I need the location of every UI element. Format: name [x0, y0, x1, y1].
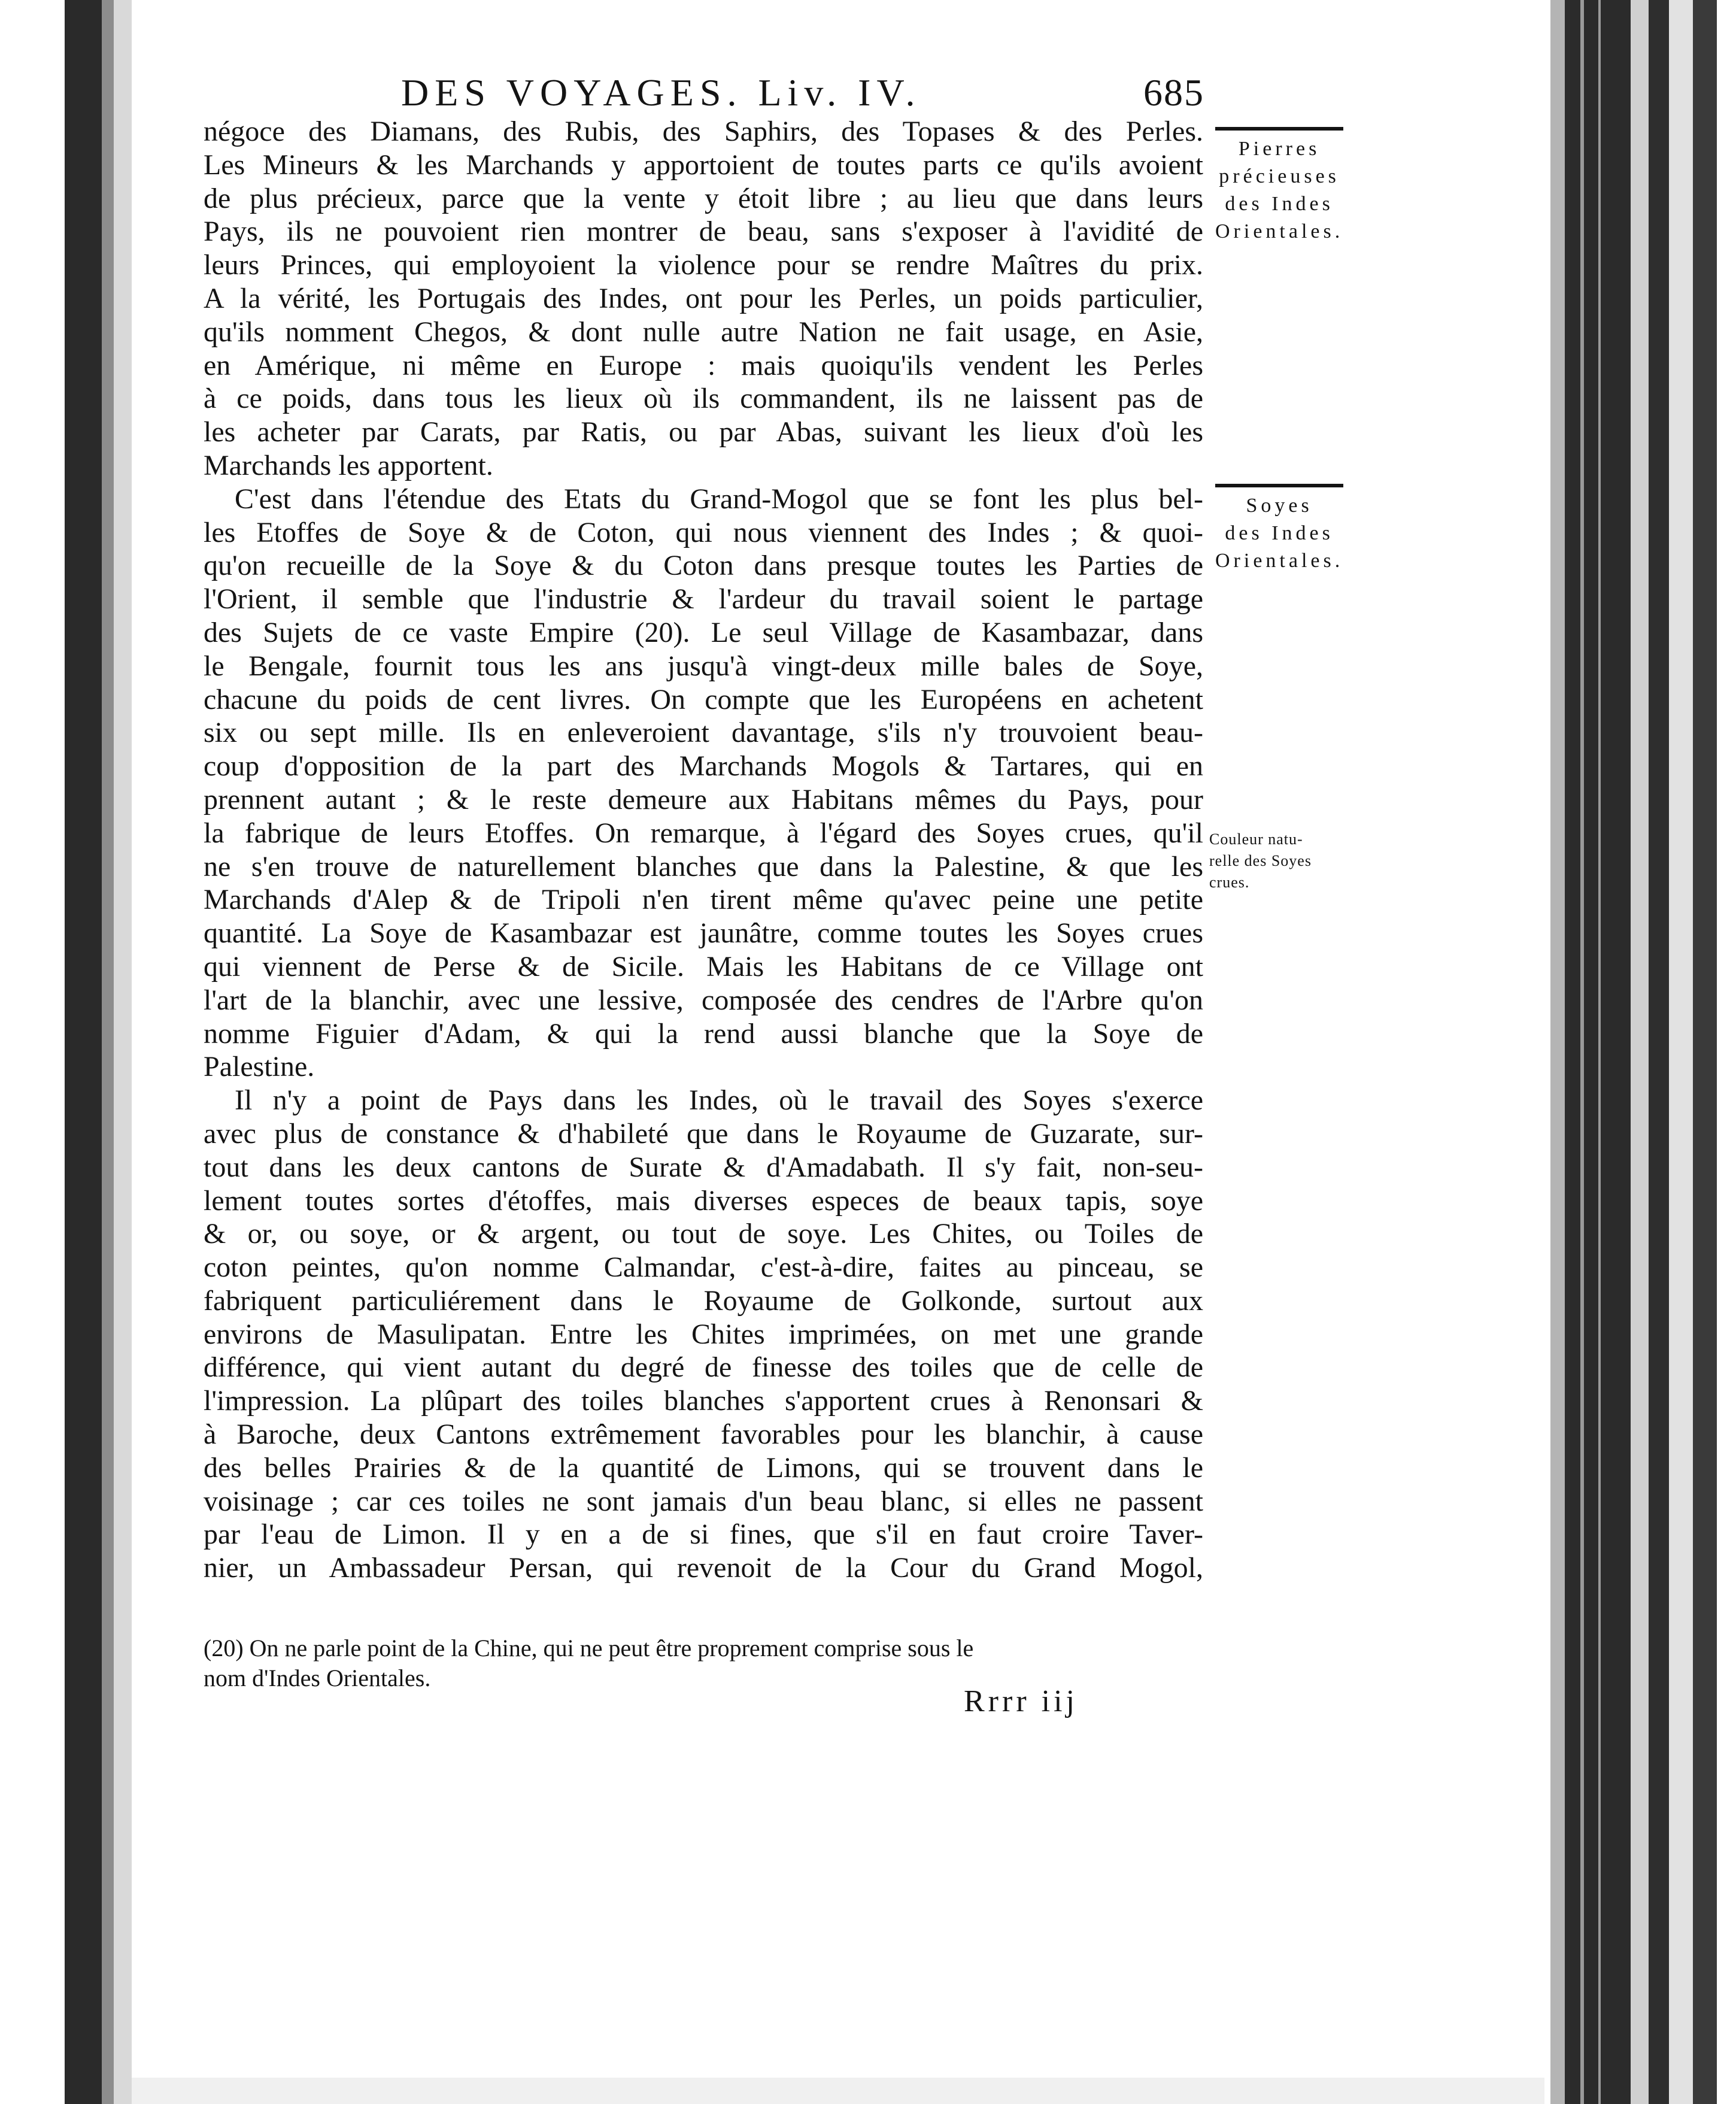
text-line: Il n'y a point de Pays dans les Indes, où le travail des Soyes s'exerce	[235, 1084, 1203, 1117]
page-number: 685	[1143, 71, 1204, 114]
left-book-edge	[0, 0, 67, 2104]
text-line: qui viennent de Perse & de Sicile. Mais les Habitans de ce Village ont	[204, 950, 1203, 983]
margin-note-line: relle des Soyes	[1209, 852, 1312, 869]
text-line: des belles Prairies & de la quantité de Limons, qui se trouvent dans le	[204, 1451, 1203, 1484]
text-line: coup d'opposition de la part des Marchands Mogols & Tartares, qui en	[204, 750, 1203, 783]
margin-note-line: Couleur natu-	[1209, 830, 1303, 848]
text-line: six ou sept mille. Ils en enleveroient davantage, s'ils n'y trouvoient beau-	[204, 717, 1203, 749]
text-line: négoce des Diamans, des Rubis, des Saphirs, des Topases & des Perles.	[204, 116, 1203, 147]
margin-note-line: Orientales.	[1215, 550, 1344, 572]
text-line: différence, qui vient autant du degré de finesse des toiles que de celle de	[204, 1351, 1203, 1384]
text-line: nomme Figuier d'Adam, & qui la rend aussi blanche que la Soye de	[204, 1017, 1203, 1050]
paragraph-2	[204, 483, 1203, 1084]
margin-note-line: crues.	[1209, 874, 1250, 891]
text-line: environs de Masulipatan. Entre les Chites imprimées, on met une grande	[204, 1318, 1203, 1350]
text-line: Marchands les apportent.	[204, 449, 493, 481]
paragraph-1	[204, 115, 1203, 483]
margin-note-line: Soyes	[1246, 495, 1313, 517]
running-title: DES VOYAGES. Liv. IV.	[401, 71, 921, 114]
margin-note-couleur	[1209, 829, 1312, 893]
main-text	[204, 115, 1203, 1585]
text-line: chacune du poids de cent livres. On compte que les Européens en achetent	[204, 683, 1203, 716]
right-book-edge	[1544, 0, 1736, 2104]
text-line: Marchands d'Alep & de Tripoli n'en tirent même qu'avec peine une petite	[204, 884, 1203, 916]
paragraph-3	[204, 1084, 1203, 1585]
page-bottom-shadow	[132, 2078, 1544, 2104]
text-line: leurs Princes, qui employoient la violence pour se rendre Maîtres du prix.	[204, 249, 1203, 281]
footnote-line: (20) On ne parle point de la Chine, qui ne peut être proprement comprise sous le	[204, 1635, 974, 1662]
text-line: l'impression. La plûpart des toiles blanches s'apportent crues à Renonsari &	[204, 1385, 1203, 1417]
text-line: qu'ils nomment Chegos, & dont nulle autre Nation ne fait usage, en Asie,	[204, 316, 1203, 348]
text-line: de plus précieux, parce que la vente y étoit libre ; au lieu que dans leurs	[204, 182, 1203, 214]
text-line: Les Mineurs & les Marchands y apportoient de toutes parts ce qu'ils avoient	[204, 148, 1203, 181]
text-line: avec plus de constance & d'habileté que dans le Royaume de Guzarate, sur-	[204, 1117, 1203, 1150]
margin-rule	[1215, 484, 1343, 487]
margin-note-line: des Indes	[1225, 522, 1334, 544]
text-line: A la vérité, les Portugais des Indes, ont pour les Perles, un poids particulier,	[204, 282, 1203, 314]
text-line: à ce poids, dans tous les lieux où ils commandent, ils ne laissent pas de	[204, 383, 1203, 415]
text-line: nier, un Ambassadeur Persan, qui revenoit de la Cour du Grand Mogol,	[204, 1552, 1203, 1584]
text-line: l'art de la blanchir, avec une lessive, composée des cendres de l'Arbre qu'on	[204, 984, 1203, 1016]
text-line: voisinage ; car ces toiles ne sont jamais d'un beau blanc, si elles ne passent	[204, 1485, 1203, 1517]
text-line: les acheter par Carats, par Ratis, ou par Abas, suivant les lieux d'où les	[204, 416, 1203, 448]
text-line: lement toutes sortes d'étoffes, mais diverses especes de beaux tapis, soye	[204, 1184, 1203, 1217]
text-line: prennent autant ; & le reste demeure aux Habitans mêmes du Pays, pour	[204, 783, 1203, 815]
margin-note-soyes	[1215, 484, 1343, 575]
text-line: ne s'en trouve de naturellement blanches que dans la Palestine, & que les	[204, 850, 1203, 883]
text-line: la fabrique de leurs Etoffes. On remarque, à l'égard des Soyes crues, qu'il	[204, 817, 1203, 849]
text-line: quantité. La Soye de Kasambazar est jaunâtre, comme toutes les Soyes crues	[204, 917, 1203, 950]
signature-mark: Rrrr iij	[964, 1684, 1078, 1718]
text-line: à Baroche, deux Cantons extrêmement favorables pour les blanchir, à cause	[204, 1418, 1203, 1451]
text-line: C'est dans l'étendue des Etats du Grand-Mogol que se font les plus bel-	[235, 483, 1203, 515]
text-line: par l'eau de Limon. Il y en a de si fines, que s'il en faut croire Taver-	[204, 1518, 1203, 1551]
text-line: fabriquent particuliérement dans le Royaume de Golkonde, surtout aux	[204, 1284, 1203, 1317]
margin-note-pierres	[1215, 127, 1343, 245]
text-line: coton peintes, qu'on nomme Calmandar, c'est-à-dire, faites au pinceau, se	[204, 1251, 1203, 1284]
margin-note-line: précieuses	[1219, 165, 1340, 187]
text-line: des Sujets de ce vaste Empire (20). Le seul Village de Kasambazar, dans	[204, 616, 1203, 648]
margin-note-line: Orientales.	[1215, 220, 1344, 242]
margin-rule	[1215, 127, 1343, 131]
running-header	[401, 71, 1204, 119]
footnote-line: nom d'Indes Orientales.	[204, 1665, 431, 1691]
text-line: en Amérique, ni même en Europe : mais quoiqu'ils vendent les Perles	[204, 349, 1203, 381]
text-line: tout dans les deux cantons de Surate & d'Amadabath. Il s'y fait, non-seu-	[204, 1151, 1203, 1183]
text-line: l'Orient, il semble que l'industrie & l'ardeur du travail soient le partage	[204, 583, 1203, 616]
text-line: Pays, ils ne pouvoient rien montrer de beau, sans s'exposer à l'avidité de	[204, 216, 1203, 248]
margin-note-line: des Indes	[1225, 193, 1334, 215]
text-line: les Etoffes de Soye & de Coton, qui nous viennent des Indes ; & quoi-	[204, 516, 1203, 548]
text-line: Palestine.	[204, 1051, 315, 1083]
margin-note-line: Pierres	[1238, 138, 1321, 160]
text-line: qu'on recueille de la Soye & du Coton dans presque toutes les Parties de	[204, 550, 1203, 582]
text-line: le Bengale, fournit tous les ans jusqu'à vingt-deux mille bales de Soye,	[204, 650, 1203, 682]
text-line: & or, ou soye, or & argent, ou tout de soye. Les Chites, ou Toiles de	[204, 1218, 1203, 1250]
